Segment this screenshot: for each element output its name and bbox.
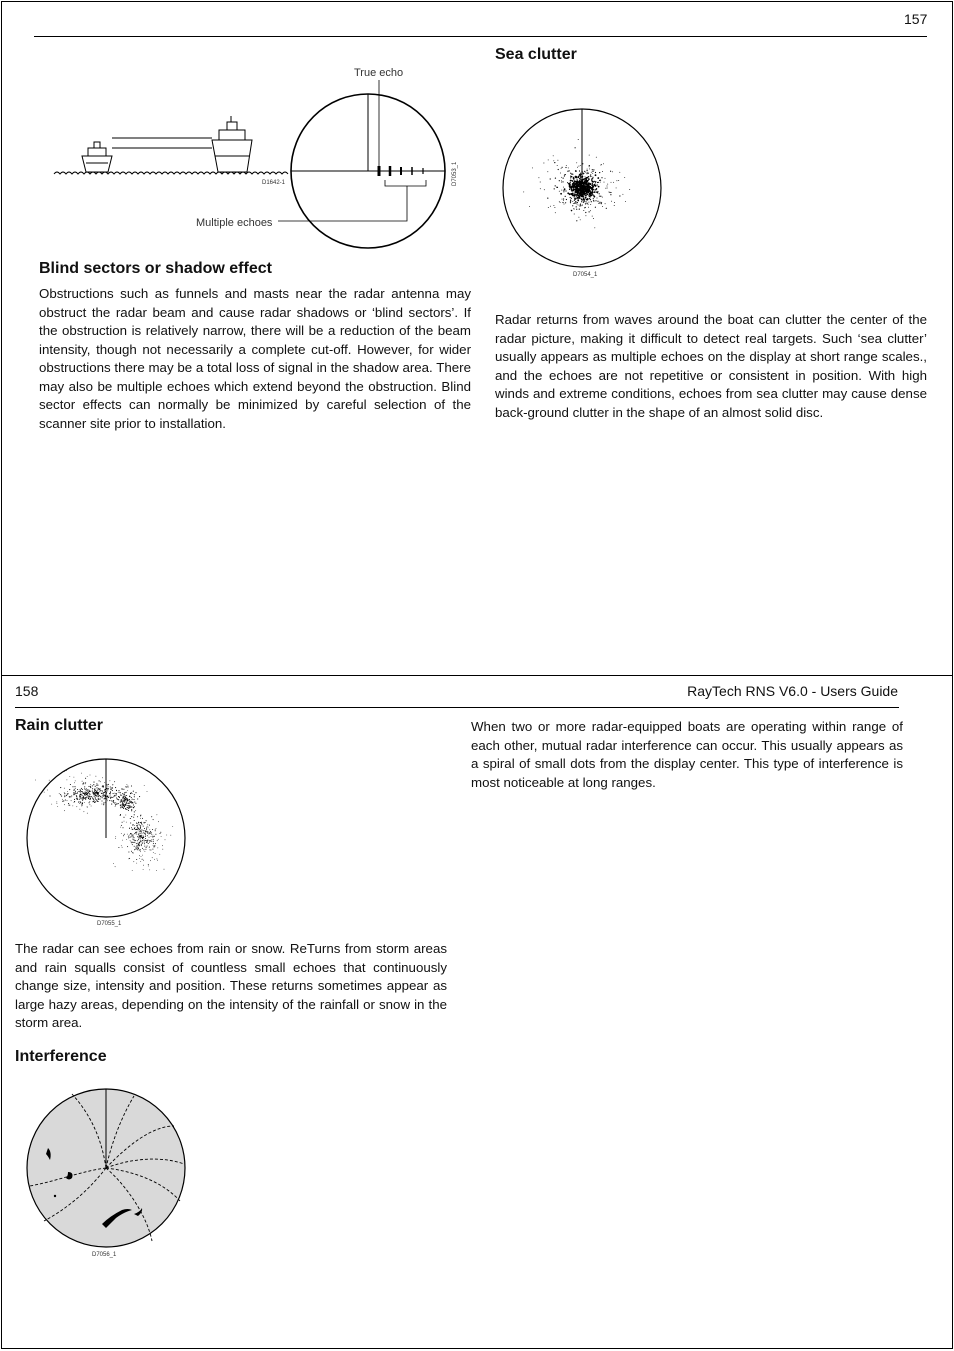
figure-code: D7055_1 (97, 921, 122, 927)
section-heading-blind-sectors: Blind sectors or shadow effect (39, 260, 272, 277)
multiple-echoes-label: Multiple echoes (196, 217, 273, 229)
figure-code: D1642-1 (262, 180, 286, 186)
section-heading-rain-clutter: Rain clutter (15, 717, 104, 734)
small-ship (82, 142, 112, 172)
sea-clutter-paragraph: Radar returns from waves around the boat can clutter the center of the radar picture, making it difficult to detect real targets. Such ‘sea clutter’ usually appears as multiple echoes on the display at short range scales., and the echoes are not repetitive or consistent in position. With high winds and extreme conditions, echoes from sea clutter may cause dense back-ground clutter in the shape of an almost solid disc. (495, 312, 927, 420)
header-rule (34, 36, 927, 37)
header-rule (15, 707, 899, 708)
interference-paragraph: When two or more radar-equipped boats are operating within range of each other, mutual radar interference can occur. This usually appears as a spiral of small dots from the display center. This type of interference is most noticeable at long ranges. (471, 719, 903, 790)
section-heading-sea-clutter: Sea clutter (495, 46, 577, 63)
running-title: RayTech RNS V6.0 - Users Guide (687, 683, 898, 699)
page-number: 158 (15, 683, 39, 699)
multiple-echoes-figure (50, 60, 470, 252)
large-ship (212, 116, 252, 172)
blind-sectors-paragraph: Obstructions such as funnels and masts near the radar antenna may obstruct the radar beam and cause radar shadows or ‘blind sectors’. If the obstruction is relatively narrow, there will be a reduction of the beam intensity, though not necessarily a complete cut-off. However, for wider obstructions there may be a total loss of signal in the shadow area. There may also be multiple echoes which extend beyond the obstruction. Blind sector effects can normally be minimized by careful selection of the scanner site prior to installation. (39, 286, 471, 431)
true-echo-label: True echo (354, 67, 404, 79)
figure-code: D7054_1 (573, 272, 598, 278)
rain-clutter-figure (22, 756, 194, 932)
section-heading-interference: Interference (15, 1048, 107, 1065)
sea-clutter-figure (498, 102, 670, 282)
figure-code: D7053_1 (452, 161, 458, 186)
page-158 (1, 675, 953, 1349)
page-157 (1, 1, 953, 676)
interference-figure (22, 1086, 194, 1262)
page-number: 157 (904, 11, 928, 27)
rain-clutter-paragraph: The radar can see echoes from rain or snow. ReTurns from storm areas and rain squalls consist of countless small echoes that continuously change size, intensity and position. These returns sometimes appear as large hazy areas, depending on the intensity of the rainfall or snow in the storm area. (15, 941, 447, 1030)
figure-code: D7056_1 (92, 1252, 117, 1258)
